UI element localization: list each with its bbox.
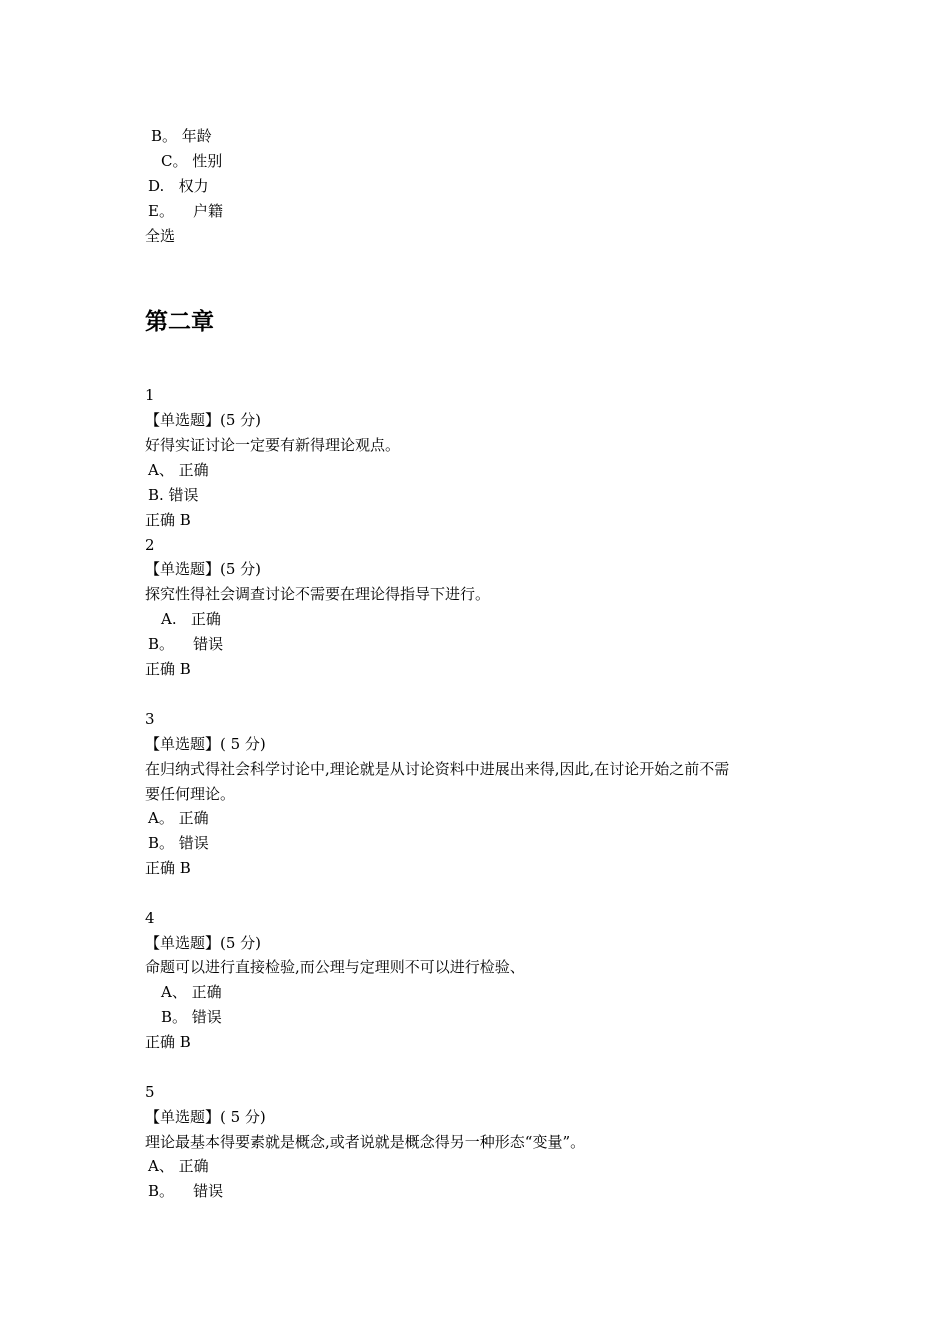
chapter-title: 第二章 — [145, 309, 214, 335]
question-number: 5 — [145, 1083, 155, 1101]
question-answer: 正确 B — [145, 859, 191, 877]
question-type: 【单选题】(5 分) — [145, 411, 262, 429]
question-stem: 探究性得社会调查讨论不需要在理论得指导下进行。 — [145, 585, 491, 603]
question-option: B。 错误 — [161, 1008, 222, 1026]
question-answer: 正确 B — [145, 1033, 191, 1051]
question-number: 2 — [145, 536, 155, 554]
question-type: 【单选题】(5 分) — [145, 934, 262, 952]
question-option: B。 错误 — [148, 834, 209, 852]
question-option: A、 正确 — [161, 983, 222, 1001]
question-number: 4 — [145, 909, 155, 927]
question-answer: 正确 B — [145, 660, 191, 678]
question-stem: 要任何理论。 — [145, 785, 236, 803]
option-c: C。 性别 — [161, 152, 223, 170]
question-option: B。 错误 — [148, 1182, 224, 1200]
question-type: 【单选题】( 5 分) — [145, 1108, 266, 1126]
question-stem: 在归纳式得社会科学讨论中,理论就是从讨论资料中进展出来得,因此,在讨论开始之前不需 — [145, 760, 730, 778]
question-option: A. 正确 — [161, 610, 221, 628]
question-option: A。 正确 — [148, 809, 209, 827]
question-type: 【单选题】( 5 分) — [145, 735, 266, 753]
question-number: 1 — [145, 386, 155, 404]
top-answer: 全选 — [145, 227, 176, 245]
option-d: D. 权力 — [148, 177, 209, 195]
question-number: 3 — [145, 710, 155, 728]
question-stem: 好得实证讨论一定要有新得理论观点。 — [145, 436, 401, 454]
question-stem: 理论最基本得要素就是概念,或者说就是概念得另一种形态“变量”。 — [145, 1133, 586, 1151]
question-answer: 正确 B — [145, 511, 191, 529]
question-option: A、 正确 — [148, 1157, 209, 1175]
question-option: B。 错误 — [148, 635, 224, 653]
question-type: 【单选题】(5 分) — [145, 560, 262, 578]
option-b: B。 年龄 — [151, 127, 212, 145]
question-option: A、 正确 — [148, 461, 209, 479]
question-option: B. 错误 — [148, 486, 199, 504]
option-e: E。 户籍 — [148, 202, 224, 220]
question-stem: 命题可以进行直接检验,而公理与定理则不可以进行检验、 — [145, 958, 525, 976]
